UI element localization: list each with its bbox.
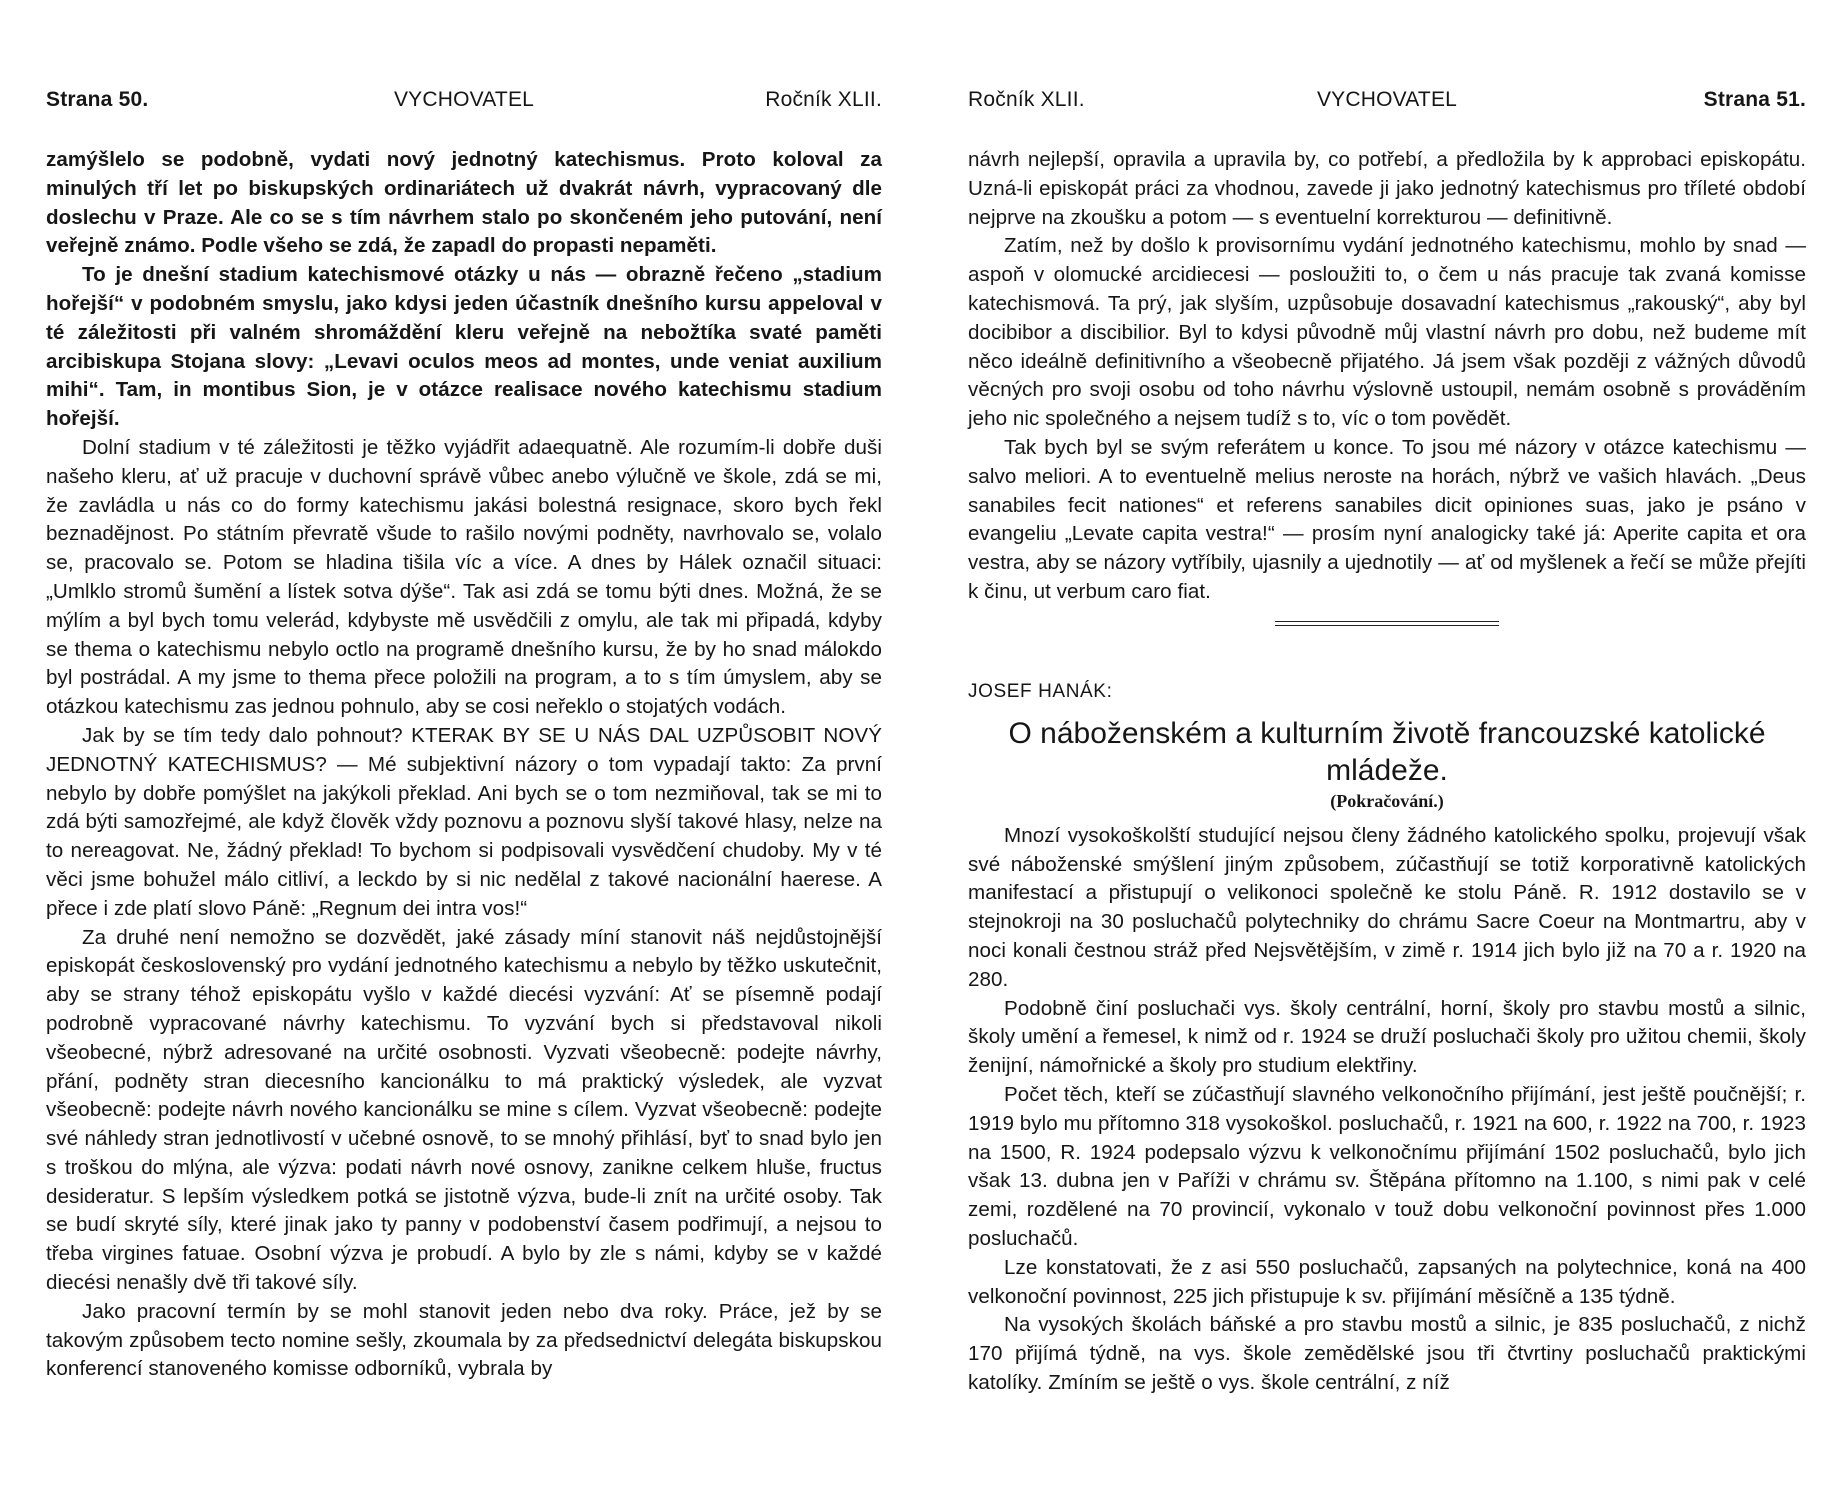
- paragraph: Jak by se tím tedy dalo pohnout? KTERAK BY SE U NÁS DAL UZPŮSOBIT NOVÝ JEDNOTNÝ KATECHISMUS? — Mé subjektivní názory o tom vypadají takto: Za první nebylo by dobře pomýšlet na jakýkoli překlad. Ani bych se o tom nezmiňoval, tak se mi to zdá býti samozřejmé, ale když člověk vždy poznovu a poznovu slyší takové hlasy, nelze na to nereagovat. Ne, žádný překlad! To bychom si podpisovali vysvědčení chudoby. My v té věci jsme bohužel málo citliví, a leckdo by si nic nedělal z takové nacionální haerese. A přece i zde platí slovo Páně: „Regnum dei intra vos!“: [46, 723, 882, 920]
- journal-title-right: VYCHOVATEL: [1316, 88, 1458, 111]
- right-page-body: [968, 146, 1806, 1398]
- paragraph: Zatím, než by došlo k provisornímu vydání jednotného katechismu, mohlo by snad — aspoň v olomucké arcidiecesi — posloužiti to, o čem u nás pracuje tak zvaná komisse katechismová. Ta prý, jak slyším, uzpůsobuje dosavadní katechismus „rakouský“, aby byl docibibor a discibilior. Byl to kdysi původně můj vlastní návrh pro dobu, než budeme mít něco ideálně definitivního a všeobecně přijatého. Já jsem však později z vážných důvodů věcných pro svoji osobu od toho návrhu výslovně ustoupil, nemám osobně s prováděním jeho nic společného a nejsem tudíž s to, víc o tom povědět.: [968, 234, 1806, 431]
- paragraph: To je dnešní stadium katechismové otázky u nás — obrazně řečeno „stadium hořejší“ v podobném smyslu, jako kdysi jeden účastník dnešního kursu appeloval v té záležitosti při valném shromáždění kleru veřejně na nebožtíka svaté paměti arcibiskupa Stojana slovy: „Levavi oculos meos ad montes, unde veniat auxilium mihi“. Tam, in montibus Sion, je v otázce realisace nového katechismu stadium hořejší.: [46, 263, 882, 431]
- page-number-left: Strana 50.: [46, 88, 149, 111]
- right-page: [968, 0, 1806, 1500]
- paragraph: Jako pracovní termín by se mohl stanovit jeden nebo dva roky. Práce, jež by se takovým způsobem tecto nomine sešly, zkoumala by za předsednictví delegáta biskupskou konferencí stanoveného komisse odborníků, vybrala by: [46, 1299, 882, 1381]
- right-page-header: [968, 88, 1806, 114]
- volume-label-right: Ročník XLII.: [968, 88, 1085, 111]
- paragraph: Dolní stadium v té záležitosti je těžko vyjádřit adaequatně. Ale rozumím-li dobře duši našeho kleru, ať už pracuje v duchovní správě vůbec anebo výlučně ve škole, zdá se mi, že zavládla u nás co do formy katechismu jakási bolestná resignace, skoro bych řekl beznadějnost. Po státním převratě všude to rašilo novými podněty, navrhovalo se, volalo se, pracovalo se. Potom se hladina tišila víc a více. A dnes by Hálek označil situaci: „Umlklo stromů šumění a lístek sotva dýše“. Tak asi zdá se tomu býti dnes. Možná, že se mýlím a byl bych tomu velerád, kdybyste mě usvědčili z omylu, ale tak mi připadá, kdyby se thema o katechismu nebylo octlo na programě dnešního kursu, že by ho snad málokdo byl postrádal. A my jsme to thema přece položili na program, a to s tím úmyslem, aby se otázkou katechismu zas jednou pohnulo, aby se cosi neřeklo o stojatých vodách.: [46, 435, 882, 719]
- paragraph: Podobně činí posluchači vys. školy centrální, horní, školy pro stavbu mostů a silnic, školy umění a řemesel, k nimž od r. 1924 se druží posluchači školy pro užitou chemii, školy ženijní, námořnické a školy pro studium elektřiny.: [968, 996, 1806, 1078]
- journal-title-left: VYCHOVATEL: [393, 88, 535, 111]
- article-author: JOSEF HANÁK:: [968, 680, 1113, 702]
- left-page: [46, 0, 882, 1500]
- section-divider: [1275, 621, 1499, 629]
- article-subtitle: (Pokračování.): [1330, 790, 1444, 811]
- paragraph: návrh nejlepší, opravila a upravila by, co potřebí, a předložila by k approbaci episkopátu. Uzná-li episkopát práci za vhodnou, zavede ji jako jednotný katechismus pro tříleté období nejprve na zkoušku a potom — s eventuelní korrekturou — definitivně.: [968, 148, 1806, 229]
- paragraph: Lze konstatovati, že z asi 550 posluchačů, zapsaných na polytechnice, koná na 400 velkonoční povinnost, 225 jich přistupuje k sv. přijímání měsíčně a 135 týdně.: [968, 1255, 1806, 1308]
- left-page-header: [46, 88, 882, 114]
- left-page-body: [46, 146, 882, 1384]
- volume-label-left: Ročník XLII.: [765, 88, 882, 111]
- paragraph: zamýšlelo se podobně, vydati nový jednotný katechismus. Proto koloval za minulých tří let po biskupských ordinariátech už dvakrát návrh, vypracovaný dle doslechu v Praze. Ale co se s tím návrhem stalo po skončeném jeho putování, není veřejně známo. Podle všeho se zdá, že zapadl do propasti nepaměti.: [46, 148, 882, 258]
- article-title: O náboženském a kulturním životě francouzské katolické mládeže.: [1008, 716, 1766, 787]
- page-number-right: Strana 51.: [1703, 88, 1806, 111]
- paragraph: Mnozí vysokoškolští studující nejsou členy žádného katolického spolku, projevují však své náboženské smýšlení jiným způsobem, zúčastňují se totiž korporativně katolických manifestací a přistupují o velikonoci společně ke stolu Páně. R. 1912 dostavilo se v stejnokroji na 30 posluchačů polytechniky do chrámu Sacre Coeur na Montmartru, aby v noci konali čestnou stráž před Nejsvětějším, v zimě r. 1914 jich bylo již na 70 a r. 1920 na 280.: [968, 823, 1806, 991]
- paragraph: Tak bych byl se svým referátem u konce. To jsou mé názory v otázce katechismu — salvo meliori. A to eventuelně melius neroste na horách, nýbrž ve vašich hlavách. „Deus sanabiles fecit nationes“ et referens sanabiles dicit opiniones suas, jako je psáno v evangeliu „Levate capita vestra!“ — prosím nyní analogicky také já: Aperite capita et ora vestra, aby se názory vytříbily, ujasnily a ujednotily — ať od myšlenek a řečí se může přejíti k činu, ut verbum caro fiat.: [968, 435, 1806, 603]
- paragraph: Za druhé není nemožno se dozvědět, jaké zásady míní stanovit náš nejdůstojnější episkopát československý pro vydání jednotného katechismu a nebylo by těžko uskutečnit, aby se strany téhož episkopátu vyšlo v každé diecési vyzvání: Ať se písemně podají podrobně vypracované návrhy katechismu. To vyzvání bych si představoval nikoli všeobecné, nýbrž adresované na určité osobnosti. Vyzvati všeobecně: podejte návrhy, přání, podněty stran diecesního kancionálku to má praktický výsledek, ale vyzvat všeobecně: podejte návrh nového kancionálku se mine s cílem. Vyzvat všeobecně: podejte své náhledy stran jednotlivostí v učebné osnově, to se mnohý přihlásí, byť to snad bylo jen s troškou do mlýna, ale výzva: podati návrh nové osnovy, zanikne celkem hluše, fructus desideratur. S lepším výsledkem potká se jistotně výzva, bude-li znít na určité osoby. Tak se budí skryté síly, které jinak jako ty panny v podobenství časem podřimují, a nejsou to třeba virgines fatuae. Osobní výzva je probudí. A bylo by zle s námi, kdyby se v každé diecési nenašly dvě tři takové síly.: [46, 925, 882, 1295]
- paragraph: Počet těch, kteří se zúčastňují slavného velkonočního přijímání, jest ještě poučnější; r. 1919 bylo mu přítomno 318 vysokoškol. posluchačů, r. 1921 na 600, r. 1922 na 700, r. 1923 na 1500, R. 1924 podepsalo výzvu k velkonočnímu přijímání 1502 posluchačů, bylo jich však 13. dubna jen v Paříži v chrámu sv. Štěpána přítomno na 1.100, s nimi pak v celé zemi, rozdělené na 70 provincií, vykonalo v touž dobu velkonoční povinnost přes 1.000 posluchačů.: [968, 1082, 1806, 1250]
- paragraph: Na vysokých školách báňské a pro stavbu mostů a silnic, je 835 posluchačů, z nichž 170 přijímá týdně, na vys. škole zemědělské jsou tři čtvrtiny posluchačů praktickými katolíky. Zmíním se ještě o vys. škole centrální, z níž: [968, 1313, 1806, 1394]
